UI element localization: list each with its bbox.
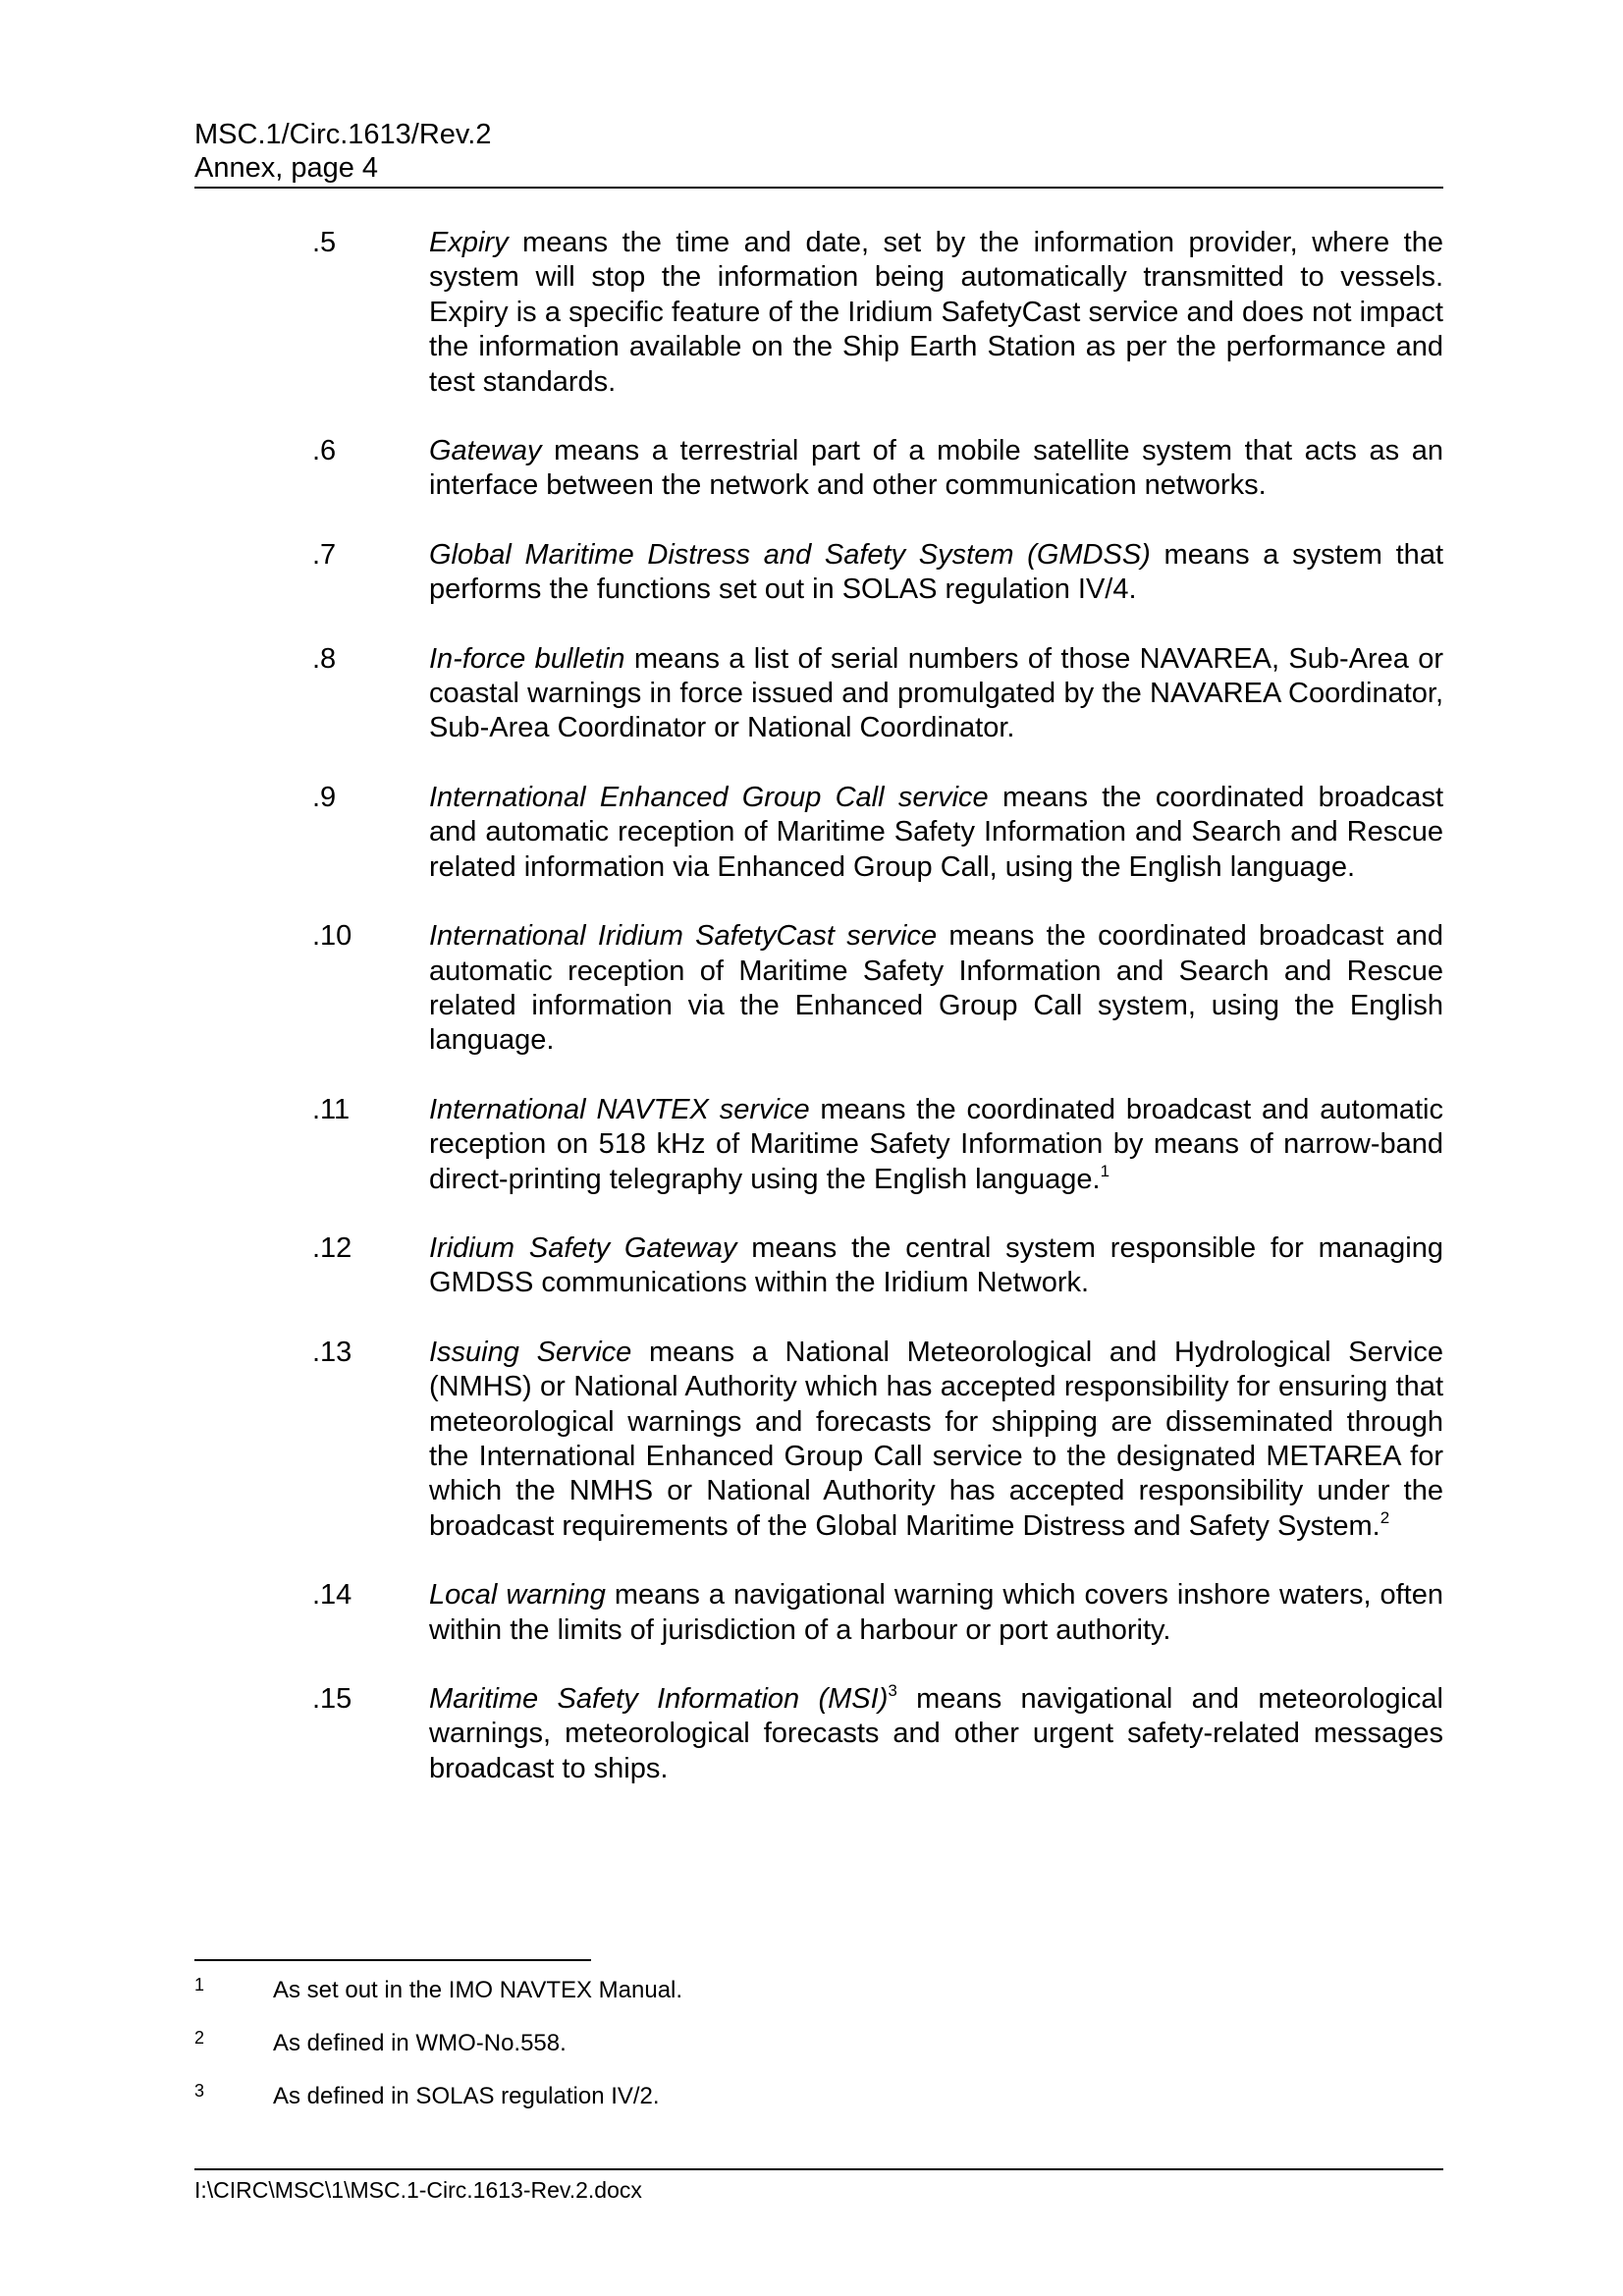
item-number: .7 <box>312 538 337 571</box>
footnote-reference: 3 <box>888 1681 897 1700</box>
definition-item <box>312 1336 1443 1544</box>
footnote-number: 1 <box>194 1975 205 1995</box>
footnote <box>194 1976 1443 2005</box>
item-text <box>429 1336 1443 1544</box>
definition-body: means the time and date, set by the information provider, where the system will stop the information being automatically transmitted to vessels. Expiry is a specific feature of the Iridium SafetyCast service and does not impact the information available on the Ship Earth Station as per the performance and test standards. <box>429 227 1443 398</box>
item-text <box>429 1578 1443 1648</box>
footnote-text: As defined in SOLAS regulation IV/2. <box>273 2083 660 2109</box>
file-path: I:\CIRC\MSC\1\MSC.1-Circ.1613-Rev.2.docx <box>194 2177 642 2203</box>
page-header <box>194 118 1443 189</box>
item-text <box>429 434 1443 504</box>
item-number: .11 <box>312 1093 351 1125</box>
footnote-text: As set out in the IMO NAVTEX Manual. <box>273 1977 683 2003</box>
definition-body: means a terrestrial part of a mobile satellite system that acts as an interface between the network and other communication networks. <box>429 435 1443 502</box>
item-number: .12 <box>312 1231 352 1264</box>
definitions-list <box>312 226 1443 1821</box>
item-number: .5 <box>312 227 337 258</box>
definition-body: means a navigational warning which covers inshore waters, often within the limits of jurisdiction of a harbour or port authority. <box>429 1579 1443 1646</box>
definition-item <box>312 1578 1443 1648</box>
item-text <box>429 1093 1443 1197</box>
defined-term: International NAVTEX service <box>429 1093 810 1125</box>
definition-body: means the coordinated broadcast and automatic reception of Maritime Safety Information and Search and Rescue related information via Enhanced Group Call, using the English language. <box>429 781 1443 883</box>
item-text <box>429 1231 1443 1301</box>
defined-term: In-force bulletin <box>429 642 625 675</box>
definition-body: means a National Meteorological and Hydrological Service (NMHS) or National Authority which has accepted responsibility for ensuring that meteorological warnings and forecasts for shipping are disseminated through the International Enhanced Group Call service to the designated METAREA for which the NMHS or National Authority has accepted responsibility under the broadcast requirements of the Global Maritime Distress and Safety System. <box>429 1336 1443 1542</box>
definition-item <box>312 781 1443 885</box>
item-number: .15 <box>312 1683 352 1715</box>
definition-item <box>312 1231 1443 1301</box>
definition-body: means a list of serial numbers of those NAVAREA, Sub-Area or coastal warnings in force issued and promulgated by the NAVAREA Coordinator, Sub-Area Coordinator or National Coordinator. <box>429 642 1443 744</box>
definition-item <box>312 919 1443 1059</box>
defined-term: Issuing Service <box>429 1336 632 1368</box>
item-text <box>429 781 1443 885</box>
item-text <box>429 1682 1443 1786</box>
definition-body: means the central system responsible for managing GMDSS communications within the Iridium Network. <box>429 1231 1443 1299</box>
footnote <box>194 2029 1443 2058</box>
footnote-number: 3 <box>194 2081 205 2101</box>
page-label: Annex, page 4 <box>194 152 379 184</box>
defined-term: Iridium Safety Gateway <box>429 1231 737 1264</box>
item-number: .13 <box>312 1336 352 1368</box>
defined-term: Local warning <box>429 1579 606 1612</box>
definition-item <box>312 434 1443 504</box>
item-number: .6 <box>312 435 337 467</box>
definition-item <box>312 1682 1443 1786</box>
item-number: .8 <box>312 642 337 675</box>
defined-term: Maritime Safety Information (MSI) <box>429 1683 889 1715</box>
footnotes <box>194 1976 1443 2135</box>
definition-body: means navigational and meteorological warnings, meteorological forecasts and other urgent safety-related messages broadcast to ships. <box>429 1683 1444 1784</box>
definition-body: means the coordinated broadcast and automatic reception of Maritime Safety Information and Search and Rescue related information via the Enhanced Group Call system, using the English language. <box>429 920 1443 1057</box>
footnote-separator <box>194 1959 591 1961</box>
definition-item <box>312 642 1443 746</box>
defined-term: Gateway <box>429 435 542 467</box>
footnote-number: 2 <box>194 2028 205 2048</box>
definition-body: means a system that performs the functions set out in SOLAS regulation IV/4. <box>429 538 1444 606</box>
defined-term: Global Maritime Distress and Safety System (GMDSS) <box>429 538 1151 571</box>
footnote-reference: 2 <box>1380 1507 1390 1527</box>
footnote <box>194 2082 1443 2111</box>
definition-body: means the coordinated broadcast and automatic reception on 518 kHz of Maritime Safety Information by means of narrow-band direct-printing telegraphy using the English language. <box>429 1093 1443 1195</box>
definition-item <box>312 538 1443 608</box>
defined-term: Expiry <box>429 227 509 258</box>
item-number: .10 <box>312 920 352 953</box>
definition-item <box>312 226 1443 400</box>
item-text <box>429 226 1443 400</box>
item-text <box>429 538 1443 608</box>
footnote-text: As defined in WMO-No.558. <box>273 2030 567 2056</box>
defined-term: International Iridium SafetyCast service <box>429 920 938 953</box>
item-number: .9 <box>312 781 337 813</box>
item-text <box>429 642 1443 746</box>
item-text <box>429 919 1443 1059</box>
footnote-reference: 1 <box>1100 1161 1110 1180</box>
item-number: .14 <box>312 1579 352 1612</box>
defined-term: International Enhanced Group Call service <box>429 781 989 813</box>
page-footer <box>194 2168 1443 2204</box>
document-reference: MSC.1/Circ.1613/Rev.2 <box>194 119 492 150</box>
definition-item <box>312 1093 1443 1197</box>
